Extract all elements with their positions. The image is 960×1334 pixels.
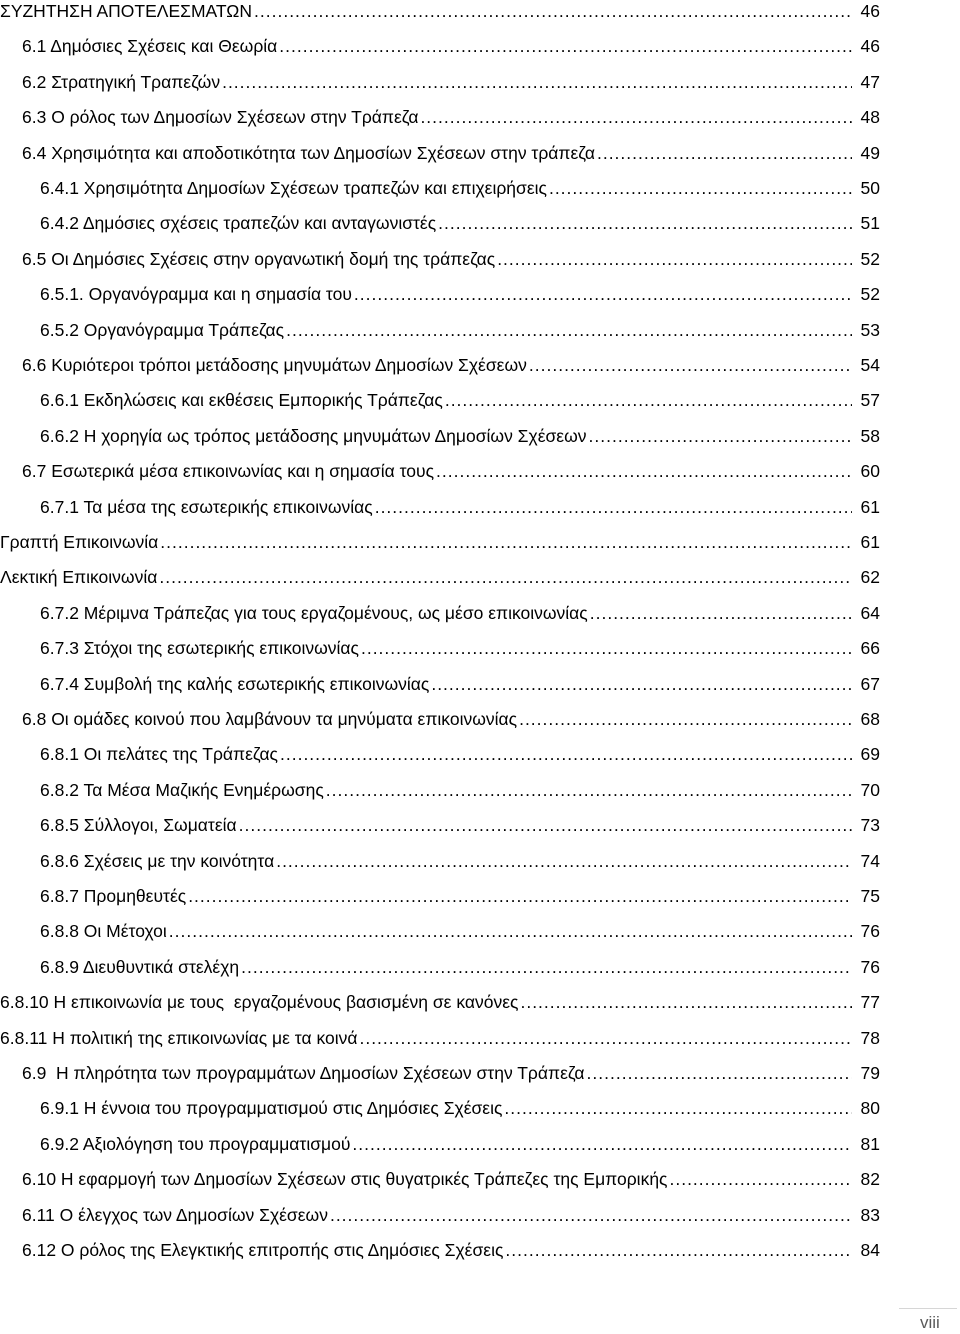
toc-entry-page: 54	[860, 355, 880, 375]
toc-entry-page: 48	[860, 107, 880, 128]
toc-dot-leader	[276, 850, 852, 872]
toc-dot-leader	[239, 814, 852, 836]
toc-dot-leader	[587, 1062, 852, 1084]
toc-dot-leader	[589, 425, 852, 447]
toc-entry-page: 73	[860, 815, 880, 836]
toc-entry[interactable]	[40, 673, 880, 695]
toc-entry-page: 52	[860, 284, 880, 305]
toc-entry[interactable]	[40, 212, 880, 234]
toc-entry-page: 76	[860, 956, 880, 977]
toc-entry[interactable]	[40, 814, 880, 836]
toc-dot-leader	[420, 106, 852, 128]
toc-entry[interactable]	[40, 779, 880, 801]
toc-dot-leader	[330, 1204, 852, 1226]
toc-dot-leader	[445, 389, 852, 411]
toc-entry[interactable]	[22, 248, 880, 270]
toc-entry[interactable]	[22, 106, 880, 128]
toc-entry-title: 6.7.1 Τα μέσα της εσωτερικής επικοινωνίας	[40, 496, 373, 517]
toc-entry[interactable]	[40, 177, 880, 199]
toc-entry-title: 6.12 Ο ρόλος της Ελεγκτικής επιτροπής στις Δημόσιες Σχέσεις	[22, 1240, 504, 1260]
toc-dot-leader	[520, 991, 852, 1013]
toc-dot-leader	[519, 708, 852, 730]
toc-entry-page: 70	[860, 779, 880, 800]
toc-entry[interactable]	[0, 566, 880, 588]
toc-entry-page: 68	[860, 709, 880, 729]
toc-entry-title: 6.8.6 Σχέσεις με την κοινότητα	[40, 850, 275, 871]
toc-entry[interactable]	[40, 956, 880, 978]
toc-entry-page: 79	[860, 1063, 880, 1083]
toc-dot-leader	[279, 35, 852, 57]
toc-entry-title: 6.6.1 Εκδηλώσεις και εκθέσεις Εμπορικής Τράπεζας	[40, 390, 443, 411]
toc-entry[interactable]	[22, 1062, 880, 1084]
toc-entry-page: 49	[860, 142, 880, 163]
toc-entry-page: 83	[860, 1204, 880, 1225]
toc-dot-leader	[354, 283, 852, 305]
toc-entry-title: 6.9.2 Αξιολόγηση του προγραμματισμού	[40, 1133, 351, 1154]
toc-entry-page: 61	[860, 532, 880, 552]
toc-entry-page: 80	[860, 1098, 880, 1119]
toc-dot-leader	[280, 743, 852, 765]
toc-dot-leader	[375, 496, 852, 518]
toc-entry-title: 6.5.2 Οργανόγραμμα Τράπεζας	[40, 319, 285, 340]
toc-dot-leader	[549, 177, 852, 199]
toc-entry-page: 77	[860, 992, 880, 1013]
toc-entry-title: 6.6.2 Η χορηγία ως τρόπος μετάδοσης μηνυμάτων Δημοσίων Σχέσεων	[40, 425, 587, 446]
toc-entry[interactable]	[22, 71, 880, 93]
toc-entry[interactable]	[40, 885, 880, 907]
toc-dot-leader	[159, 566, 852, 588]
toc-entry[interactable]	[40, 425, 880, 447]
toc-entry[interactable]	[40, 850, 880, 872]
toc-dot-leader	[597, 142, 852, 164]
toc-entry-title: 6.5 Οι Δημόσιες Σχέσεις στην οργανωτική δομή της τράπεζας	[22, 248, 496, 269]
toc-dot-leader	[326, 779, 852, 801]
toc-entry[interactable]	[40, 743, 880, 765]
toc-entry-title: 6.11 Ο έλεγχος των Δημοσίων Σχέσεων	[22, 1204, 328, 1225]
toc-dot-leader	[504, 1097, 852, 1119]
toc-entry-page: 58	[860, 425, 880, 446]
toc-entry-title: 6.8 Οι ομάδες κοινού που λαμβάνουν τα μηνύματα επικοινωνίας	[22, 709, 518, 729]
toc-dot-leader	[529, 354, 852, 376]
toc-entry[interactable]	[22, 1168, 880, 1190]
toc-entry-title: 6.5.1. Οργανόγραμμα και η σημασία του	[40, 284, 352, 305]
toc-entry[interactable]	[40, 496, 880, 518]
toc-entry[interactable]	[40, 389, 880, 411]
toc-entry-page: 67	[860, 673, 880, 694]
toc-entry-page: 81	[860, 1133, 880, 1154]
toc-entry-page: 78	[860, 1027, 880, 1048]
toc-entry[interactable]	[22, 142, 880, 164]
toc-entry-page: 51	[860, 213, 880, 234]
toc-entry[interactable]	[22, 708, 880, 730]
toc-entry-page: 84	[860, 1240, 880, 1260]
toc-entry-title: 6.8.11 Η πολιτική της επικοινωνίας με τα κοινά	[0, 1027, 358, 1048]
toc-entry-page: 46	[860, 36, 880, 57]
toc-entry-page: 60	[860, 461, 880, 482]
toc-entry-title: 6.7.4 Συμβολή της καλής εσωτερικής επικοινωνίας	[40, 673, 430, 694]
toc-entry-title: ΣΥΖΗΤΗΣΗ ΑΠΟΤΕΛΕΣΜΑΤΩΝ	[0, 1, 253, 21]
toc-entry[interactable]	[40, 637, 880, 659]
toc-dot-leader	[361, 637, 852, 659]
toc-entry-page: 50	[860, 178, 880, 198]
toc-entry[interactable]	[40, 1097, 880, 1119]
toc-entry[interactable]	[22, 460, 880, 482]
toc-entry[interactable]	[22, 1204, 880, 1226]
toc-entry-title: 6.7.2 Μέριμνα Τράπεζας για τους εργαζομένους, ως μέσο επικοινωνίας	[40, 602, 588, 623]
toc-dot-leader	[169, 920, 852, 942]
footer-rule	[899, 1308, 957, 1309]
toc-dot-leader	[669, 1168, 852, 1190]
toc-dot-leader	[286, 319, 852, 341]
toc-entry-page: 82	[860, 1169, 880, 1190]
toc-dot-leader	[590, 602, 852, 624]
toc-entry-page: 74	[860, 850, 880, 871]
toc-entry[interactable]	[22, 35, 880, 57]
toc-entry-title: 6.4.1 Χρησιμότητα Δημοσίων Σχέσεων τραπεζών και επιχειρήσεις	[40, 178, 547, 198]
toc-dot-leader	[222, 71, 852, 93]
toc-entry[interactable]	[0, 1027, 880, 1049]
toc-entry-page: 64	[860, 602, 880, 623]
toc-entry-page: 47	[860, 71, 880, 92]
toc-dot-leader	[160, 531, 852, 553]
toc-entry-page: 53	[860, 319, 880, 340]
toc-entry-title: 6.8.1 Οι πελάτες της Τράπεζας	[40, 744, 278, 765]
toc-entry-title: 6.6 Κυριότεροι τρόποι μετάδοσης μηνυμάτων Δημοσίων Σχέσεων	[22, 355, 527, 375]
toc-entry-page: 61	[860, 496, 880, 517]
toc-entry-title: 6.4.2 Δημόσιες σχέσεις τραπεζών και ανταγωνιστές	[40, 213, 437, 234]
toc-entry-title: 6.8.2 Τα Μέσα Μαζικής Ενημέρωσης	[40, 779, 324, 800]
toc-dot-leader	[352, 1133, 852, 1155]
toc-entry-title: 6.3 Ο ρόλος των Δημοσίων Σχέσεων στην Τράπεζα	[22, 107, 419, 128]
toc-entry[interactable]	[0, 0, 880, 22]
toc-entry[interactable]	[40, 319, 880, 341]
toc-dot-leader	[188, 885, 852, 907]
toc-dot-leader	[505, 1239, 852, 1261]
toc-entry-page: 76	[860, 921, 880, 942]
toc-entry-title: 6.4 Χρησιμότητα και αποδοτικότητα των Δημοσίων Σχέσεων στην τράπεζα	[22, 142, 595, 163]
toc-dot-leader	[431, 673, 852, 695]
toc-entry-title: Γραπτή Επικοινωνία	[0, 532, 159, 552]
toc-dot-leader	[359, 1027, 852, 1049]
toc-dot-leader	[438, 212, 852, 234]
toc-entry-page: 69	[860, 744, 880, 765]
toc-entry[interactable]	[0, 991, 880, 1013]
toc-entry-title: 6.2 Στρατηγική Τραπεζών	[22, 71, 221, 92]
toc-dot-leader	[436, 460, 852, 482]
toc-entry-title: 6.8.10 Η επικοινωνία με τους εργαζομένους βασισμένη σε κανόνες	[0, 992, 519, 1013]
toc-entry[interactable]	[40, 602, 880, 624]
toc-dot-leader	[254, 0, 852, 22]
toc-entry-title: 6.8.9 Διευθυντικά στελέχη	[40, 956, 240, 977]
toc-entry-page: 66	[860, 638, 880, 659]
toc-entry-title: 6.9 Η πληρότητα των προγραμμάτων Δημοσίων Σχέσεων στην Τράπεζα	[22, 1063, 585, 1083]
toc-entry-page: 62	[860, 567, 880, 588]
toc-entry-title: 6.7.3 Στόχοι της εσωτερικής επικοινωνίας	[40, 638, 359, 659]
toc-entry-title: Λεκτική Επικοινωνία	[0, 567, 158, 588]
toc-dot-leader	[497, 248, 852, 270]
toc-entry[interactable]	[22, 1239, 880, 1261]
toc-entry-title: 6.7 Εσωτερικά μέσα επικοινωνίας και η σημασία τους	[22, 461, 435, 482]
toc-entry-page: 75	[860, 886, 880, 906]
toc-entry-page: 52	[860, 248, 880, 269]
toc-entry[interactable]	[40, 283, 880, 305]
toc-dot-leader	[241, 956, 852, 978]
toc-entry[interactable]	[0, 531, 880, 553]
toc-entry[interactable]	[22, 354, 880, 376]
toc-entry-page: 46	[860, 1, 880, 21]
toc-entry-page: 57	[860, 390, 880, 411]
toc-entry[interactable]	[40, 920, 880, 942]
toc-entry[interactable]	[40, 1133, 880, 1155]
toc-entry-title: 6.8.8 Οι Μέτοχοι	[40, 921, 167, 942]
page-number: viii	[920, 1313, 940, 1332]
toc-entry-title: 6.9.1 Η έννοια του προγραμματισμού στις Δημόσιες Σχέσεις	[40, 1098, 503, 1119]
toc-entry-title: 6.8.5 Σύλλογοι, Σωματεία	[40, 815, 237, 836]
toc-entry-title: 6.10 Η εφαρμογή των Δημοσίων Σχέσεων στις θυγατρικές Τράπεζες της Εμπορικής	[22, 1169, 668, 1190]
toc-entry-title: 6.8.7 Προμηθευτές	[40, 886, 187, 906]
toc-entry-title: 6.1 Δημόσιες Σχέσεις και Θεωρία	[22, 36, 278, 57]
